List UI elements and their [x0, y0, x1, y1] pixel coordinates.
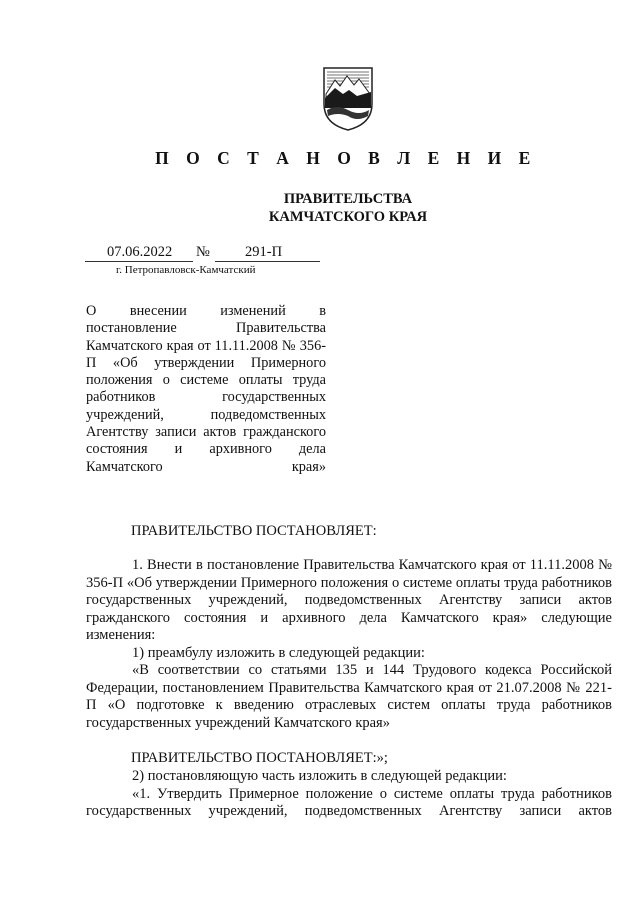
paragraph-4: 2) постановляющую часть изложить в следующей редакции:	[132, 768, 507, 784]
document-type-title: П О С Т А Н О В Л Е Н И Е	[155, 148, 537, 168]
decree-heading: ПРАВИТЕЛЬСТВО ПОСТАНОВЛЯЕТ:	[131, 523, 377, 539]
decree-heading-quoted: ПРАВИТЕЛЬСТВО ПОСТАНОВЛЯЕТ:»;	[131, 750, 388, 766]
issuer-block	[0, 190, 640, 226]
document-date: 07.06.2022	[107, 244, 173, 260]
issuer-line-2: КАМЧАТСКОГО КРАЯ	[268, 209, 428, 225]
number-sign: №	[196, 244, 210, 260]
paragraph-2: 1) преамбулу изложить в следующей редакции:	[132, 644, 425, 661]
paragraph-3: «В соответствии со статьями 135 и 144 Трудового кодекса Российской Федерации, постановлением Правительства Камчатского края от 21.07.2008 № 221-П «О подготовке к введению отраслевых систем оплаты труда работников государственных учреждений Камчатского края»	[86, 662, 612, 731]
document-body-continued	[86, 768, 612, 821]
city-label: г. Петропавловск-Камчатский	[116, 264, 256, 276]
document-subject: О внесении изменений в постановление Правительства Камчатского края от 11.11.2008 № 356-П «Об утверждении Примерного положения о системе оплаты труда работников государственных учреждений, подведомственных Агентству записи актов гражданского состояния и архивного дела Камчатского края»	[86, 303, 326, 475]
document-body	[86, 557, 612, 732]
paragraph-5: «1. Утвердить Примерное положение о системе оплаты труда работников государственных учреждений, подведомственных Агентству записи актов	[86, 785, 612, 819]
document-number: 291-П	[245, 244, 283, 260]
date-underline	[85, 261, 193, 262]
number-underline	[215, 261, 320, 262]
date-number-row	[85, 244, 320, 264]
paragraph-1: 1. Внести в постановление Правительства Камчатского края от 11.11.2008 № 356-П «Об утверждении Примерного положения о системе оплаты труда работников государственных учреждений, подведомственных Агентству записи актов гражданского состояния и архивного дела Камчатского края» следующие изменения:	[86, 557, 612, 643]
kamchatka-emblem-icon	[321, 64, 375, 132]
issuer-line-1: ПРАВИТЕЛЬСТВА	[283, 191, 413, 207]
